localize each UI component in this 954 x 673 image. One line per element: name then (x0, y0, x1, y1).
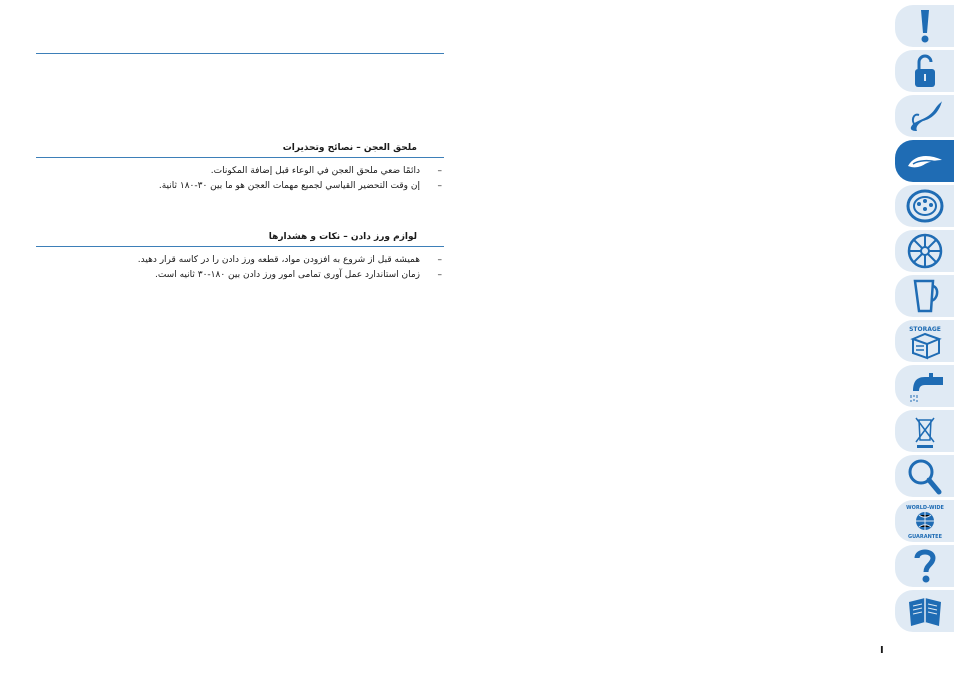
tab-slicer[interactable] (895, 230, 954, 272)
question-icon (905, 547, 945, 585)
bullet-text: زمان استاندارد عمل آوری تمامی امور ورز دادن بین ۱۸۰-۳۰ ثانیه است. (154, 270, 420, 280)
bullet-text: دائمًا ضعي ملحق العجن في الوعاء قبل إضافة المكونات. (210, 166, 420, 176)
section-tabs (895, 5, 954, 635)
storage-box-icon (905, 322, 945, 360)
bullet-text: همیشه قبل از شروع به افزودن مواد، قطعه ورز دادن را در کاسه قرار دهید. (137, 255, 420, 265)
tab-guarantee[interactable] (895, 500, 954, 542)
tab-warnings[interactable] (895, 5, 954, 47)
svg-text:GUARANTEE: GUARANTEE (907, 534, 942, 540)
tab-cleaning[interactable] (895, 365, 954, 407)
svg-text:WORLD-WIDE: WORLD-WIDE (905, 505, 944, 511)
tab-kneading[interactable] (895, 140, 954, 182)
section-title: ملحق العجن – نصائح وتحذيرات (282, 143, 417, 153)
section-title: لوازم ورز دادن – نکات و هشدارها (268, 232, 417, 242)
tab-blade[interactable] (895, 95, 954, 137)
fan-disc-icon (905, 232, 945, 270)
bullet-item (36, 253, 444, 268)
tab-disc[interactable] (895, 185, 954, 227)
manual-book-icon (905, 592, 945, 630)
section-divider (36, 246, 444, 247)
top-divider (36, 53, 444, 54)
page-number: I (880, 645, 884, 656)
bullet-item (36, 268, 444, 283)
tab-troubleshooting[interactable] (895, 455, 954, 497)
tab-help[interactable] (895, 545, 954, 587)
tab-recycling[interactable] (895, 410, 954, 452)
blade-swirl-icon (905, 97, 945, 135)
bullet-dash: – (437, 255, 442, 265)
bullet-dash: – (437, 270, 442, 280)
section-divider (36, 157, 444, 158)
bullet-text: إن وقت التحضير القياسي لجميع مهمات العجن هو ما بين ٣٠-١٨٠ ثانية. (158, 181, 420, 191)
kneading-tips-arabic (36, 142, 444, 194)
globe-guarantee-icon (905, 502, 945, 540)
tab-manual[interactable] (895, 590, 954, 632)
tab-jug[interactable] (895, 275, 954, 317)
jug-icon (905, 277, 945, 315)
crossed-bin-icon (905, 412, 945, 450)
tab-unlock[interactable] (895, 50, 954, 92)
tab-storage[interactable] (895, 320, 954, 362)
unlocked-padlock-icon (905, 52, 945, 90)
exclamation-icon (905, 7, 945, 45)
bullet-dash: – (437, 181, 442, 191)
disc-icon (905, 187, 945, 225)
kneading-tips-persian (36, 231, 444, 283)
bullet-dash: – (437, 166, 442, 176)
bullet-item (36, 179, 444, 194)
kneading-hook-icon (905, 142, 945, 180)
tap-icon (905, 367, 945, 405)
bullet-item (36, 164, 444, 179)
svg-text:STORAGE: STORAGE (908, 326, 941, 333)
magnifier-icon (905, 457, 945, 495)
